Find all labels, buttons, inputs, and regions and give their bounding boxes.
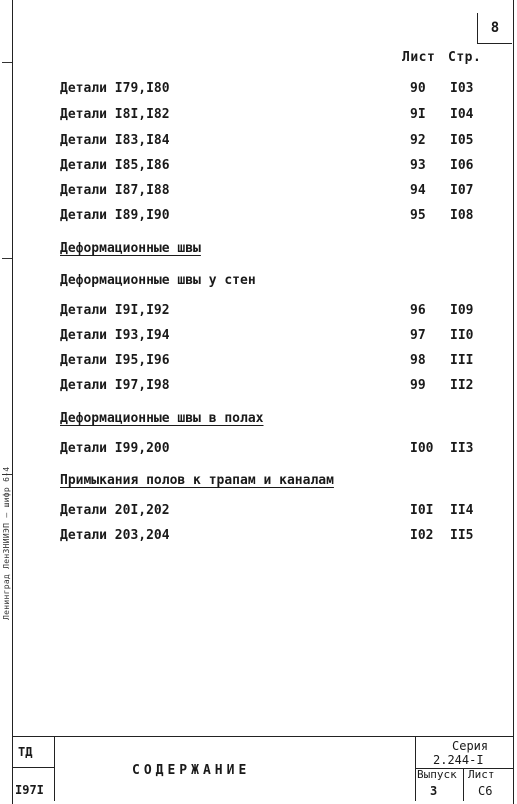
- toc-row-label: Детали I93,I94: [60, 328, 170, 343]
- left-frame-line: [12, 0, 13, 804]
- document-year: I97I: [15, 783, 44, 797]
- margin-tick: [2, 258, 12, 259]
- toc-row-label: Детали 20I,202: [60, 503, 170, 518]
- sheet-column-header: Лист: [402, 50, 436, 65]
- toc-row-label: Детали I97,I98: [60, 378, 170, 393]
- subsection-heading: Деформационные швы у стен: [60, 273, 256, 288]
- toc-row-label: Детали I85,I86: [60, 158, 170, 173]
- section-heading: Примыкания полов к трапам и каналам: [60, 473, 334, 488]
- toc-row: [60, 378, 490, 396]
- toc-row-sheet: 96: [410, 303, 426, 318]
- toc-row-label: Детали I87,I88: [60, 183, 170, 198]
- toc-row-sheet: 92: [410, 133, 426, 148]
- toc-row-sheet: 97: [410, 328, 426, 343]
- margin-handwritten-note: Ленинград ЛенЗНИИЭП — шифр 6-4: [2, 466, 11, 620]
- toc-row-label: Детали 203,204: [60, 528, 170, 543]
- series-label: Серия: [452, 739, 489, 753]
- toc-row: [60, 183, 490, 201]
- toc-row-page: I07: [450, 183, 474, 198]
- toc-row: [60, 441, 490, 459]
- toc-row-sheet: 93: [410, 158, 426, 173]
- toc-row-sheet: 94: [410, 183, 426, 198]
- toc-row-page: I09: [450, 303, 474, 318]
- toc-row-sheet: 9I: [410, 107, 426, 122]
- toc-row-sheet: 98: [410, 353, 426, 368]
- toc-row: [60, 303, 490, 321]
- toc-row-label: Детали I99,200: [60, 441, 170, 456]
- toc-row: [60, 133, 490, 151]
- toc-row-sheet: I0I: [410, 503, 434, 518]
- title-block-meta: [415, 737, 514, 801]
- toc-row: [60, 353, 490, 371]
- issue-label: Выпуск: [417, 768, 457, 781]
- toc-row-sheet: 95: [410, 208, 426, 223]
- toc-row-label: Детали I9I,I92: [60, 303, 170, 318]
- toc-row: [60, 158, 490, 176]
- issue-value: 3: [430, 784, 438, 798]
- page-number: 8: [477, 13, 512, 44]
- toc-row: [60, 107, 490, 125]
- toc-row: [60, 208, 490, 226]
- title-block-code-cell: [12, 737, 55, 801]
- series-value: 2.244-I: [433, 753, 484, 767]
- toc-row-page: I06: [450, 158, 474, 173]
- toc-row-page: I03: [450, 81, 474, 96]
- section-heading: Деформационные швы: [60, 241, 201, 256]
- toc-row-page: III: [450, 353, 474, 368]
- toc-row: [60, 503, 490, 521]
- sheet-value: С6: [478, 784, 493, 798]
- toc-row-page: II0: [450, 328, 474, 343]
- section-heading: Деформационные швы в полах: [60, 411, 264, 426]
- toc-row-sheet: 99: [410, 378, 426, 393]
- toc-row-label: Детали I95,I96: [60, 353, 170, 368]
- margin-tick: [2, 62, 12, 63]
- toc-row-sheet: I02: [410, 528, 434, 543]
- divider: [12, 767, 54, 768]
- toc-row: [60, 528, 490, 546]
- right-frame-line: [513, 0, 514, 804]
- toc-row-label: Детали I83,I84: [60, 133, 170, 148]
- toc-row: [60, 81, 490, 99]
- toc-row-label: Детали I79,I80: [60, 81, 170, 96]
- page-column-header: Стр.: [448, 50, 482, 65]
- toc-row-sheet: 90: [410, 81, 426, 96]
- divider: [463, 768, 464, 801]
- toc-row-label: Детали I8I,I82: [60, 107, 170, 122]
- sheet-label: Лист: [468, 768, 495, 781]
- title-block: [12, 736, 513, 801]
- document-title: СОДЕРЖАНИЕ: [132, 763, 251, 778]
- document-code: ТД: [18, 745, 33, 759]
- toc-row: [60, 328, 490, 346]
- toc-row-page: II3: [450, 441, 474, 456]
- toc-row-label: Детали I89,I90: [60, 208, 170, 223]
- toc-row-page: I05: [450, 133, 474, 148]
- toc-row-page: II2: [450, 378, 474, 393]
- toc-row-page: I04: [450, 107, 474, 122]
- toc-row-sheet: I00: [410, 441, 434, 456]
- toc-row-page: II5: [450, 528, 474, 543]
- toc-row-page: II4: [450, 503, 474, 518]
- toc-row-page: I08: [450, 208, 474, 223]
